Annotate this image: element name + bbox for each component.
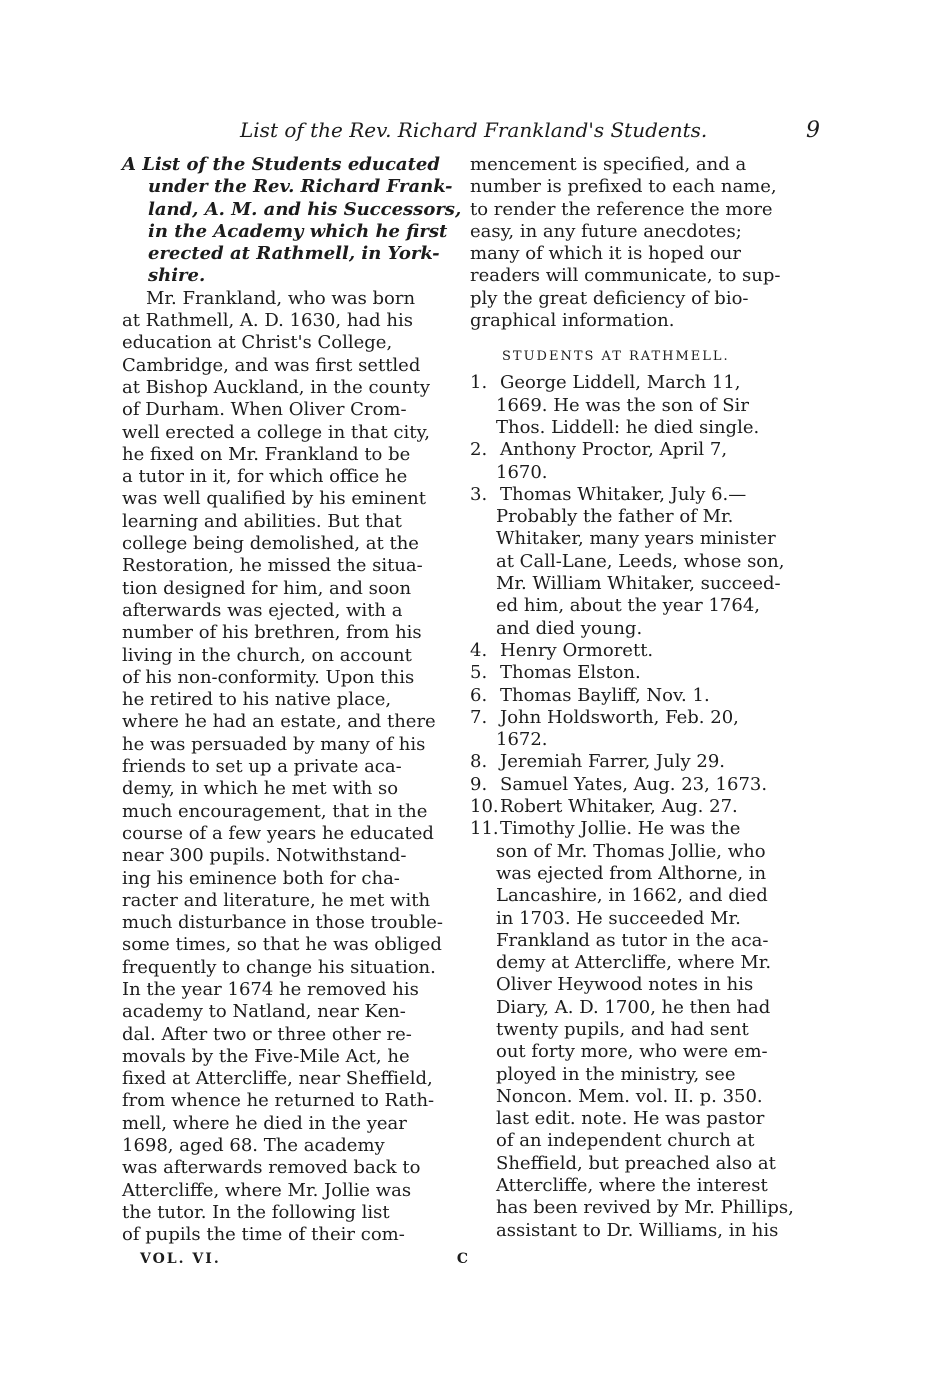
entry-number: 2. bbox=[470, 439, 488, 461]
entry-line: out forty more, who were em- bbox=[496, 1041, 768, 1063]
entry-text: Thomas Whitaker, July 6.— bbox=[500, 483, 747, 505]
entry-number: 7. bbox=[470, 706, 488, 728]
body-line: learning and abilities. But that bbox=[122, 510, 402, 532]
body-line: tion designed for him, and soon bbox=[122, 577, 412, 599]
student-entry-first-line bbox=[470, 796, 805, 818]
entry-number: 9. bbox=[470, 773, 488, 795]
entry-text: Anthony Proctor, April 7, bbox=[500, 439, 728, 461]
entry-line: at Call-Lane, Leeds, whose son, bbox=[496, 550, 785, 572]
student-entry-first-line bbox=[470, 707, 805, 729]
article-title-line: erected at Rathmell, in York- bbox=[148, 243, 440, 265]
body-line: frequently to change his situation. bbox=[122, 956, 436, 978]
body-line: demy, in which he met with so bbox=[122, 778, 399, 800]
entry-line: Sheffield, but preached also at bbox=[496, 1152, 776, 1174]
entry-line: of an independent church at bbox=[496, 1130, 755, 1152]
body-line: many of which it is hoped our bbox=[470, 243, 741, 265]
student-entry-first-line bbox=[470, 372, 805, 394]
body-line: of his non-conformity. Upon this bbox=[122, 666, 415, 688]
entry-line: Frankland as tutor in the aca- bbox=[496, 929, 769, 951]
entry-number: 4. bbox=[470, 639, 488, 661]
entry-text: Henry Ormorett. bbox=[500, 639, 654, 661]
body-line: where he had an estate, and there bbox=[122, 711, 436, 733]
student-entry-first-line bbox=[470, 751, 805, 773]
entry-text: Samuel Yates, Aug. 23, 1673. bbox=[500, 773, 768, 795]
body-line: he retired to his native place, bbox=[122, 689, 392, 711]
student-entry bbox=[470, 439, 805, 484]
entry-number: 6. bbox=[470, 684, 488, 706]
entry-text: Jeremiah Farrer, July 29. bbox=[500, 751, 726, 773]
entry-line: Diary, A. D. 1700, he then had bbox=[496, 996, 771, 1018]
body-line: well erected a college in that city, bbox=[122, 421, 431, 443]
body-line: at Rathmell, A. D. 1630, had his bbox=[122, 310, 413, 332]
footer bbox=[140, 1251, 470, 1273]
student-entry bbox=[470, 662, 805, 684]
article-title bbox=[122, 154, 460, 288]
body-line: graphical information. bbox=[470, 310, 675, 332]
body-line: from whence he returned to Rath- bbox=[122, 1090, 435, 1112]
article-title-line: under the Rev. Richard Frank- bbox=[148, 176, 453, 198]
entry-line: son of Mr. Thomas Jollie, who bbox=[496, 840, 766, 862]
running-title: List of the Rev. Richard Frankland's Students. bbox=[240, 118, 708, 142]
body-line: some times, so that he was obliged bbox=[122, 934, 442, 956]
body-line: number of his brethren, from his bbox=[122, 622, 422, 644]
student-entry-first-line bbox=[470, 439, 805, 461]
body-line: near 300 pupils. Notwithstand- bbox=[122, 845, 407, 867]
entry-text: Thomas Elston. bbox=[500, 662, 641, 684]
body-line: fixed at Attercliffe, near Sheffield, bbox=[122, 1068, 433, 1090]
body-line: racter and literature, he met with bbox=[122, 889, 431, 911]
body-line: In the year 1674 he removed his bbox=[122, 978, 419, 1000]
student-entry-first-line bbox=[470, 774, 805, 796]
student-entry-first-line bbox=[470, 484, 805, 506]
entry-line: Mr. William Whitaker, succeed- bbox=[496, 573, 781, 595]
body-line: college being demolished, at the bbox=[122, 533, 419, 555]
student-entry bbox=[470, 818, 805, 1242]
entry-line: 1669. He was the son of Sir bbox=[496, 394, 749, 416]
entry-line: and died young. bbox=[496, 617, 643, 639]
body-line: ing his eminence both for cha- bbox=[122, 867, 400, 889]
body-line: academy to Natland, near Ken- bbox=[122, 1001, 406, 1023]
body-line: Restoration, he missed the situa- bbox=[122, 555, 423, 577]
entry-line: has been revived by Mr. Phillips, bbox=[496, 1197, 794, 1219]
body-line: Cambridge, and was first settled bbox=[122, 354, 421, 376]
signature-mark: C bbox=[456, 1251, 470, 1267]
student-list bbox=[470, 372, 805, 1242]
entry-text: Robert Whitaker, Aug. 27. bbox=[500, 796, 738, 818]
body-line: mencement is specified, and a bbox=[470, 154, 747, 175]
left-column bbox=[122, 154, 460, 1247]
volume-label: VOL. VI. bbox=[140, 1251, 221, 1267]
body-line: to render the reference the more bbox=[470, 198, 773, 220]
entry-number: 8. bbox=[470, 751, 488, 773]
entry-number: 1. bbox=[470, 372, 488, 394]
body-line: living in the church, on account bbox=[122, 644, 412, 666]
body-line: course of a few years he educated bbox=[122, 822, 434, 844]
body-line: the tutor. In the following list bbox=[122, 1201, 390, 1223]
body-line: number is prefixed to each name, bbox=[470, 176, 777, 198]
body-line: education at Christ's College, bbox=[122, 332, 393, 354]
entry-number: 5. bbox=[470, 662, 488, 684]
body-line: much encouragement, that in the bbox=[122, 800, 428, 822]
body-line: was well qualified by his eminent bbox=[122, 488, 426, 510]
article-title-line: shire. bbox=[148, 265, 206, 287]
body-line: mell, where he died in the year bbox=[122, 1112, 407, 1134]
body-line: of Durham. When Oliver Crom- bbox=[122, 399, 407, 421]
entry-line: Lancashire, in 1662, and died bbox=[496, 885, 768, 907]
page-number: 9 bbox=[806, 118, 820, 143]
entry-line: 1670. bbox=[496, 461, 548, 483]
student-entry bbox=[470, 484, 805, 640]
left-body-text bbox=[122, 288, 460, 1247]
section-heading: STUDENTS AT RATHMELL. bbox=[502, 349, 730, 365]
entry-number: 11. bbox=[470, 818, 499, 840]
body-line: movals by the Five-Mile Act, he bbox=[122, 1045, 410, 1067]
body-line: ply the great deficiency of bio- bbox=[470, 287, 749, 309]
body-line: was afterwards removed back to bbox=[122, 1157, 421, 1179]
body-line: afterwards was ejected, with a bbox=[122, 599, 403, 621]
body-line: he fixed on Mr. Frankland to be bbox=[122, 443, 411, 465]
entry-line: 1672. bbox=[496, 729, 548, 751]
body-line: dal. After two or three other re- bbox=[122, 1023, 412, 1045]
entry-line: twenty pupils, and had sent bbox=[496, 1018, 749, 1040]
student-entry-first-line bbox=[470, 662, 805, 684]
entry-line: last edit. note. He was pastor bbox=[496, 1108, 765, 1130]
body-line: he was persuaded by many of his bbox=[122, 733, 426, 755]
body-line: friends to set up a private aca- bbox=[122, 756, 402, 778]
student-entry-first-line bbox=[470, 685, 805, 707]
entry-line: was ejected from Althorne, in bbox=[496, 862, 767, 884]
entry-number: 3. bbox=[470, 483, 488, 505]
entry-text: George Liddell, March 11, bbox=[500, 372, 741, 394]
student-entry bbox=[470, 751, 805, 773]
entry-text: Thomas Bayliff, Nov. 1. bbox=[500, 684, 710, 706]
body-line: of pupils the time of their com- bbox=[122, 1224, 405, 1246]
running-head bbox=[120, 118, 820, 144]
entry-line: ployed in the ministry, see bbox=[496, 1063, 736, 1085]
right-intro-text bbox=[470, 154, 805, 332]
student-entry-first-line bbox=[470, 640, 805, 662]
entry-line: Oliver Heywood notes in his bbox=[496, 974, 754, 996]
student-entry bbox=[470, 640, 805, 662]
student-entry bbox=[470, 685, 805, 707]
entry-number: 10. bbox=[470, 796, 499, 818]
body-line: Mr. Frankland, who was born bbox=[146, 287, 416, 309]
student-entry bbox=[470, 796, 805, 818]
body-line: at Bishop Auckland, in the county bbox=[122, 376, 430, 398]
entry-text: John Holdsworth, Feb. 20, bbox=[500, 706, 739, 728]
entry-line: assistant to Dr. Williams, in his bbox=[496, 1219, 779, 1241]
body-line: 1698, aged 68. The academy bbox=[122, 1135, 385, 1157]
article-title-line: land, A. M. and his Successors, bbox=[148, 198, 462, 220]
entry-line: Noncon. Mem. vol. II. p. 350. bbox=[496, 1085, 763, 1107]
entry-line: Attercliffe, where the interest bbox=[496, 1175, 768, 1197]
entry-text: Timothy Jollie. He was the bbox=[500, 818, 741, 840]
student-entry bbox=[470, 774, 805, 796]
student-entry bbox=[470, 707, 805, 752]
right-column bbox=[470, 154, 805, 1242]
body-line: easy, in any future anecdotes; bbox=[470, 220, 742, 242]
article-title-line: A List of the Students educated bbox=[122, 154, 440, 175]
entry-line: Thos. Liddell: he died single. bbox=[496, 416, 760, 438]
entry-line: demy at Attercliffe, where Mr. bbox=[496, 952, 772, 974]
entry-line: Whitaker, many years minister bbox=[496, 528, 776, 550]
entry-line: ed him, about the year 1764, bbox=[496, 595, 761, 617]
student-entry bbox=[470, 372, 805, 439]
body-line: a tutor in it, for which office he bbox=[122, 466, 408, 488]
body-line: readers will communicate, to sup- bbox=[470, 265, 781, 287]
article-title-line: in the Academy which he first bbox=[148, 220, 448, 242]
body-line: much disturbance in those trouble- bbox=[122, 912, 443, 934]
body-line: Attercliffe, where Mr. Jollie was bbox=[122, 1179, 412, 1201]
entry-line: Probably the father of Mr. bbox=[496, 506, 734, 528]
student-entry-first-line bbox=[470, 818, 805, 840]
entry-line: in 1703. He succeeded Mr. bbox=[496, 907, 741, 929]
